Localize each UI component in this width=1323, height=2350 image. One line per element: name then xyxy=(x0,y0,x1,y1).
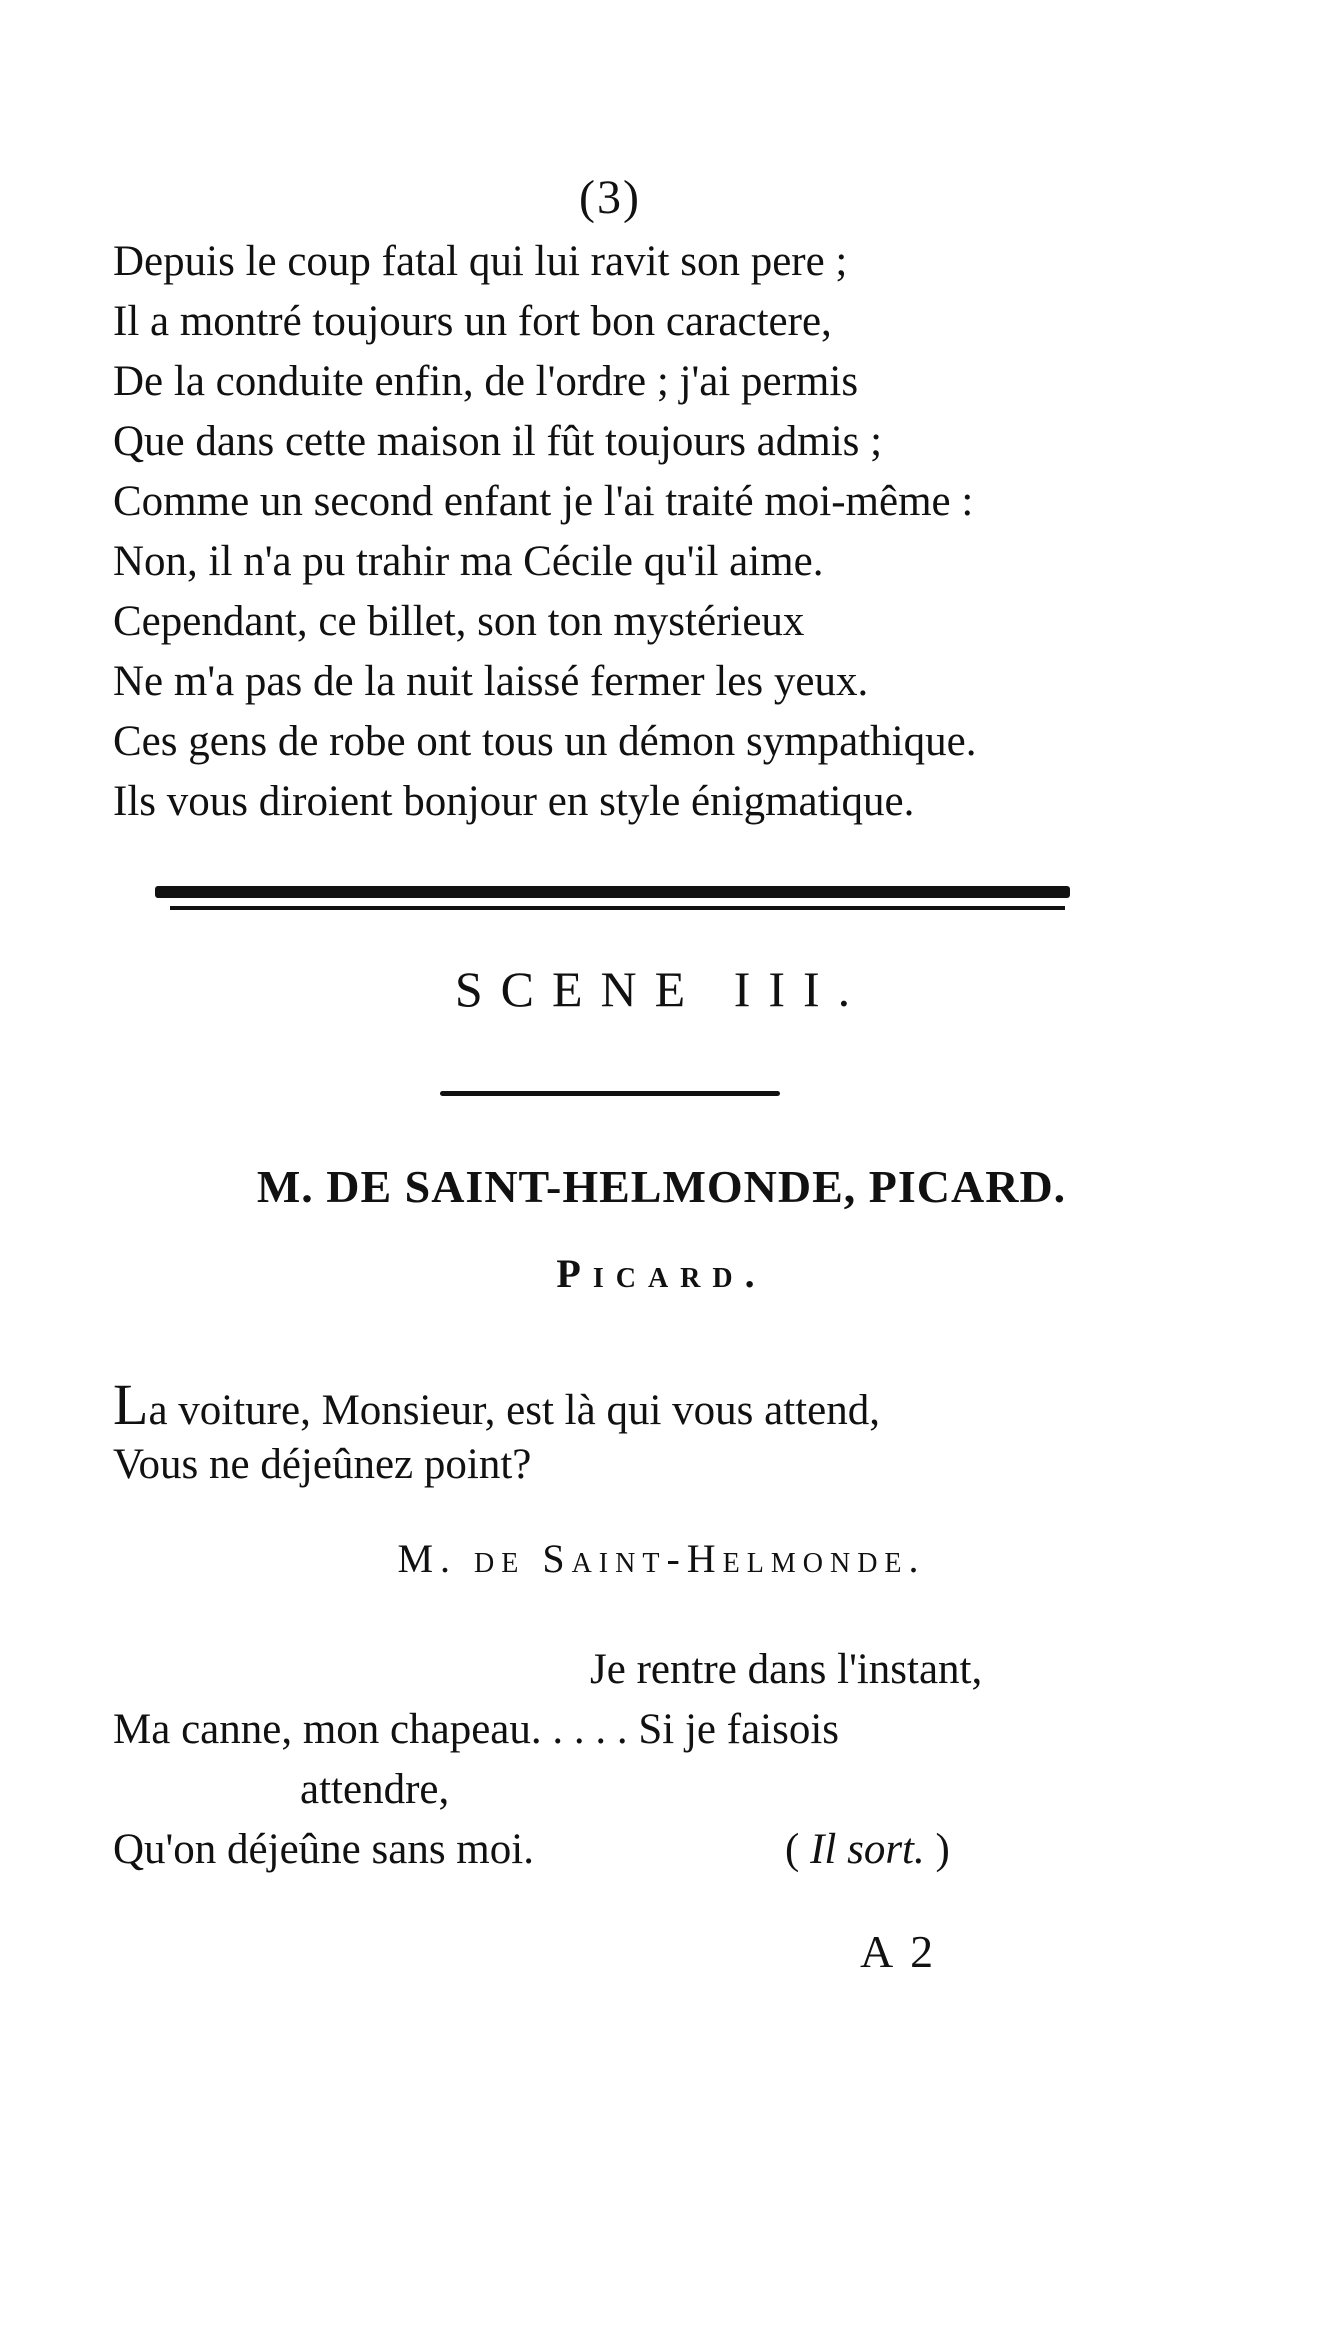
characters-heading: M. DE SAINT-HELMONDE, PICARD. xyxy=(256,1161,1067,1212)
speaker-name: Picard. xyxy=(556,1251,767,1296)
verse-line: Ils vous diroient bonjour en style énigmatique. xyxy=(113,778,915,825)
short-rule xyxy=(440,1091,780,1096)
stage-paren-close: ) xyxy=(935,1826,950,1873)
dialogue-text: a voiture, Monsieur, est là qui vous attend, xyxy=(148,1387,880,1434)
stage-direction xyxy=(785,1820,950,1880)
verse-line: Depuis le coup fatal qui lui ravit son pere ; xyxy=(113,238,848,285)
dialogue-line: Qu'on déjeûne sans moi. xyxy=(113,1826,534,1873)
verse-line: De la conduite enfin, de l'ordre ; j'ai permis xyxy=(113,358,859,405)
signature-mark: A 2 xyxy=(860,1926,938,1977)
dialogue-line: Je rentre dans l'instant, xyxy=(590,1646,983,1693)
speaker-name: M. de Saint-Helmonde. xyxy=(397,1536,926,1581)
ornamental-rule xyxy=(155,886,1070,898)
verse-line: Comme un second enfant je l'ai traité moi-même : xyxy=(113,478,974,525)
verse-line: Ces gens de robe ont tous un démon sympathique. xyxy=(113,718,977,765)
verse-line: Il a montré toujours un fort bon caractere, xyxy=(113,298,832,345)
verse-line: Que dans cette maison il fût toujours admis ; xyxy=(113,418,883,465)
verse-line: Cependant, ce billet, son ton mystérieux xyxy=(113,598,805,645)
stage-paren-open: ( xyxy=(785,1826,800,1873)
verse-line: Non, il n'a pu trahir ma Cécile qu'il aime. xyxy=(113,538,824,585)
ornamental-rule-underline xyxy=(170,906,1065,910)
scene-title: SCENE III. xyxy=(454,961,869,1017)
stage-direction-text: Il sort. xyxy=(810,1826,925,1873)
dialogue-line xyxy=(113,1372,880,1441)
drop-cap: L xyxy=(113,1372,149,1437)
dialogue-line: attendre, xyxy=(300,1766,450,1813)
verse-line: Ne m'a pas de la nuit laissé fermer les yeux. xyxy=(113,658,869,705)
dialogue-line: Ma canne, mon chapeau. . . . . Si je faisois xyxy=(113,1706,840,1753)
page-number: (3) xyxy=(579,171,641,224)
dialogue-line: Vous ne déjeûnez point? xyxy=(113,1441,532,1488)
verse-block xyxy=(113,232,1113,832)
